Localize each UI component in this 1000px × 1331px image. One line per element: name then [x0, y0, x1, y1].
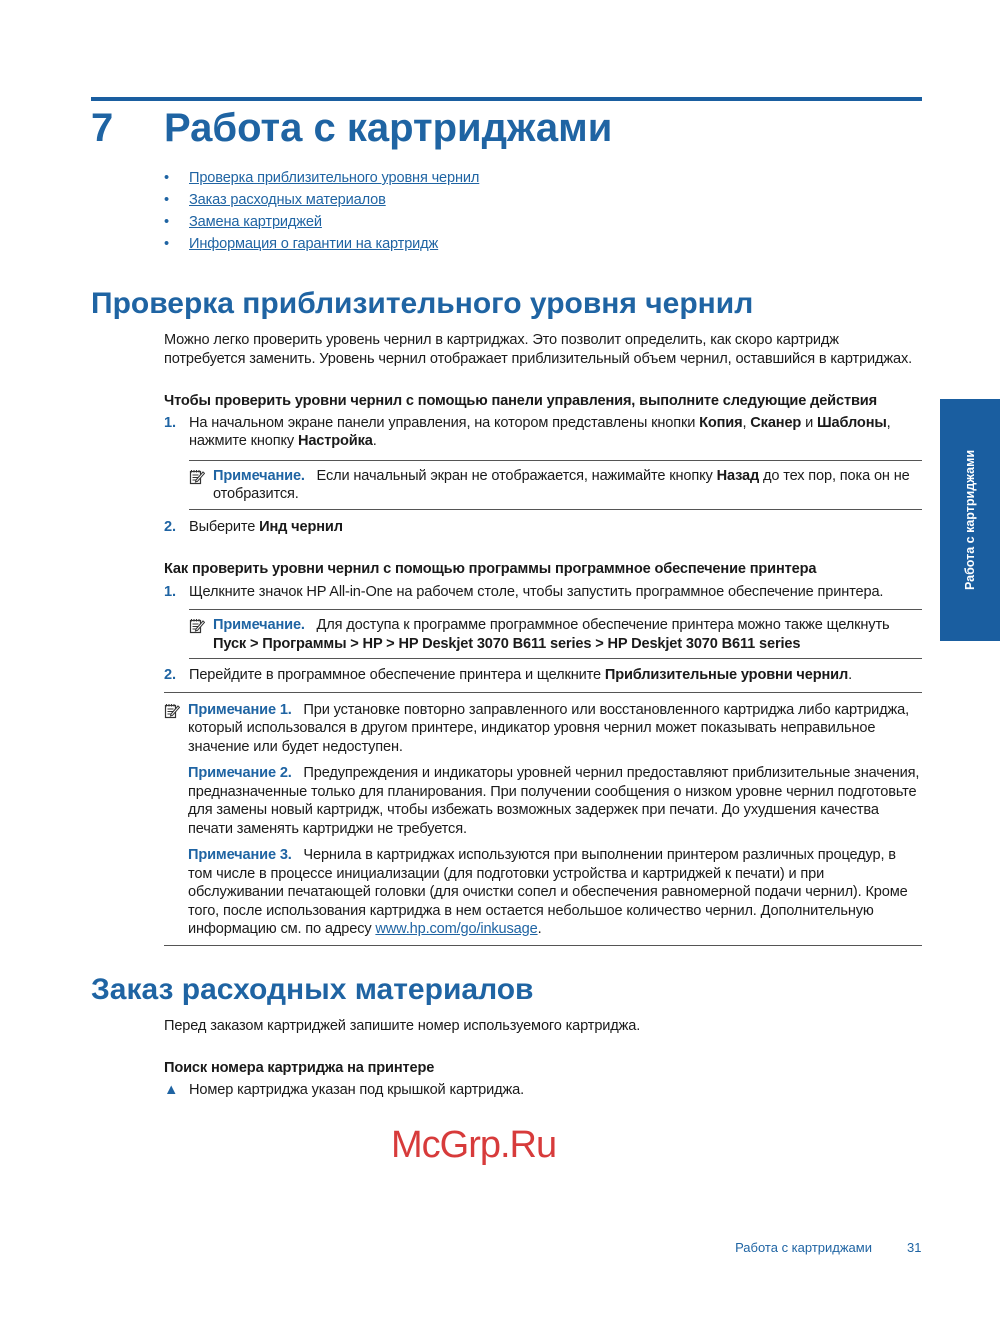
toc-item: [164, 213, 922, 235]
note-icon: [164, 703, 180, 719]
procedure-heading: Как проверить уровни чернил с помощью программы программное обеспечение принтера: [164, 561, 817, 577]
toc-link[interactable]: Информация о гарантии на картридж: [189, 236, 439, 252]
toc-list: [91, 169, 922, 257]
section-title: Проверка приблизительного уровня чернил: [91, 287, 754, 320]
section-intro: Перед заказом картриджей запишите номер используемого картриджа.: [164, 1017, 641, 1034]
step: 2. Выберите Инд чернил: [164, 518, 343, 535]
chapter-header: [91, 104, 922, 152]
bullet: •: [164, 192, 169, 208]
bullet: •: [164, 170, 169, 186]
side-tab-label: Работа с картриджами: [963, 449, 977, 591]
note-icon: [189, 618, 205, 634]
triangle-bullet-icon: ▲: [164, 1081, 179, 1098]
step: 2. Перейдите в программное обеспечение принтера и щелкните Приблизительные уровни чернил.: [164, 667, 852, 683]
step: 1. Щелкните значок HP All-in-One на рабочем столе, чтобы запустить программное обеспечение принтера.: [164, 583, 884, 600]
bullet: •: [164, 214, 169, 230]
step: ▲ Номер картриджа указан под крышкой картриджа.: [164, 1081, 524, 1098]
notes-block: [164, 692, 922, 946]
note-1: Примечание 1. При установке повторно заправленного или восстановленного картриджа либо картриджа, который использовался в другом принтере, индикатор уровня чернил может показывать неправильное значение или будет недоступен.: [188, 701, 910, 755]
note: Примечание. Для доступа к программе программное обеспечение принтера можно также щелкнуть Пуск > Программы > HP > HP Deskjet 3070 B611 series > HP Deskjet 3070 B611 series: [189, 609, 922, 659]
step-number: 2.: [164, 667, 176, 683]
step: 1. На начальном экране панели управления, на котором представлены кнопки Копия, Сканер и Шаблоны, нажмите кнопку Настройка.: [164, 414, 891, 449]
footer-section: Работа с картриджами: [735, 1240, 872, 1255]
side-tab: [940, 399, 1000, 641]
chapter-number: 7: [91, 106, 114, 150]
toc-link[interactable]: Заказ расходных материалов: [189, 192, 386, 208]
note: Примечание. Если начальный экран не отображается, нажимайте кнопку Назад до тех пор, пока он не отобразится.: [189, 460, 922, 510]
chapter-rule: [91, 97, 922, 101]
procedure-heading: Поиск номера картриджа на принтере: [164, 1060, 435, 1076]
note-3: Примечание 3. Чернила в картриджах используются при выполнении принтером различных процедур, в том числе в процессе инициализации (для подготовки устройства и картриджей к печати) и при обслуживании печатающей головки (для очистки сопел и обеспечения равномерной подачи чернил). Кроме того, после использования картриджа в нем остается небольшое количество чернил. Дополнительную информацию см. по адресу www.hp.com/go/inkusage.: [188, 847, 908, 937]
section-title: Заказ расходных материалов: [91, 972, 534, 1006]
watermark: McGrp.Ru: [391, 1124, 557, 1166]
step-number: 1.: [164, 583, 176, 600]
toc-item: [164, 235, 922, 257]
toc-link[interactable]: Проверка приблизительного уровня чернил: [189, 170, 480, 186]
bullet: •: [164, 236, 169, 252]
page-number: 31: [907, 1240, 922, 1255]
note-2: Примечание 2. Предупреждения и индикаторы уровней чернил предоставляют приблизительные значения, предназначенные только для планирования. При получении сообщения о низком уровне чернил подготовьте для замены новый картридж, чтобы избежать возможных задержек при печати. До ухудшения качества печати заменять картриджи не требуется.: [188, 765, 920, 837]
toc-link[interactable]: Замена картриджей: [189, 214, 322, 230]
page-content: [91, 97, 922, 1167]
step-number: 2.: [164, 518, 176, 535]
toc-item: [164, 169, 922, 191]
chapter-title: Работа с картриджами: [164, 106, 613, 150]
toc-item: [164, 191, 922, 213]
inkusage-link[interactable]: www.hp.com/go/inkusage: [375, 921, 538, 937]
step-number: 1.: [164, 414, 176, 431]
section-intro: Можно легко проверить уровень чернил в картриджах. Это позволит определить, как скоро картридж потребуется заменить. Уровень чернил отображает приблизительный объем чернил, оставшийся в картриджах.: [164, 332, 913, 367]
note-icon: [189, 469, 205, 485]
procedure-heading: Чтобы проверить уровни чернил с помощью панели управления, выполните следующие действия: [164, 393, 877, 409]
